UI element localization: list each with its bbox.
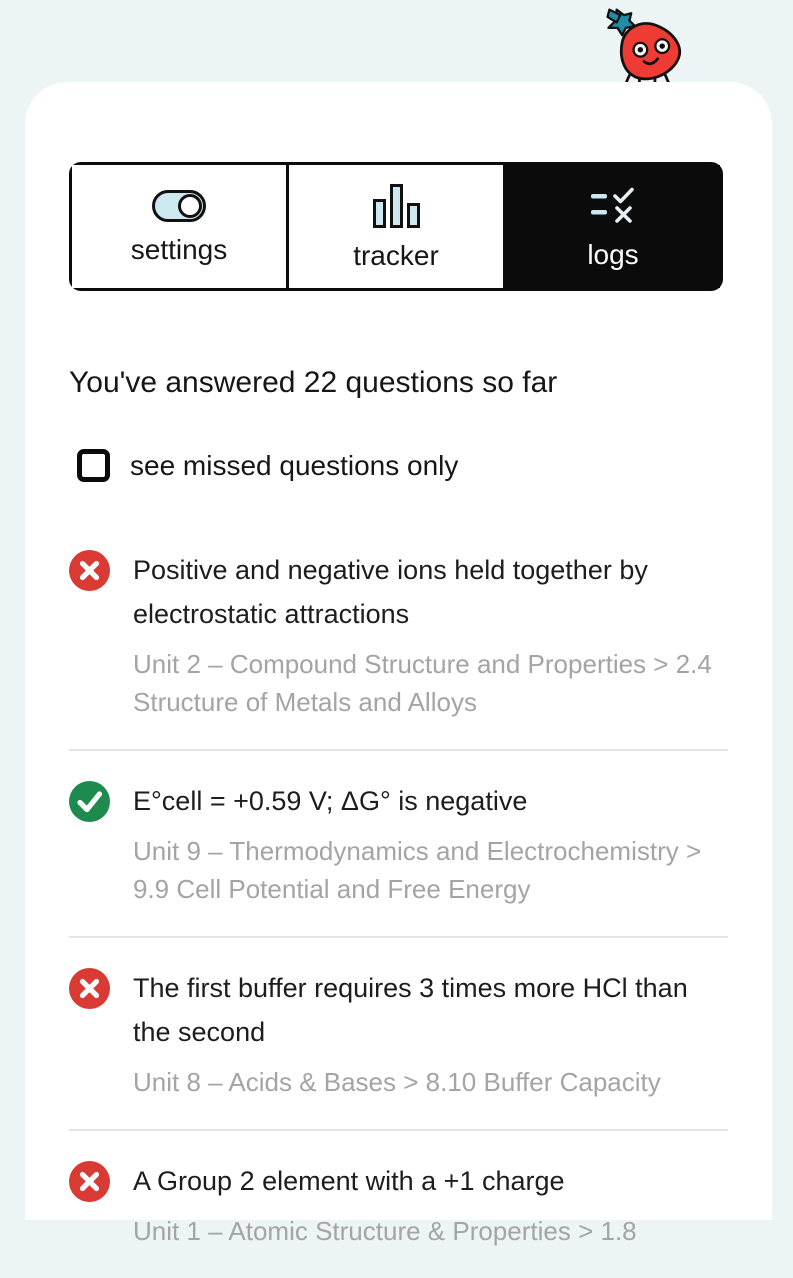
question-text [133, 548, 728, 721]
question-title: The first buffer requires 3 times more HCl than the second [133, 973, 688, 1047]
missed-only-checkbox[interactable] [77, 449, 110, 482]
incorrect-icon [69, 1161, 110, 1202]
question-title: E°cell = +0.59 V; ΔG° is negative [133, 786, 528, 816]
correct-icon [69, 781, 110, 822]
answered-count-heading: You've answered 22 questions so far [69, 366, 558, 399]
question-row[interactable] [69, 542, 728, 749]
question-breadcrumb: Unit 2 – Compound Structure and Properties > 2.4 Structure of Metals and Alloys [133, 649, 712, 717]
question-log-list [69, 542, 728, 1278]
tab-tracker[interactable] [286, 165, 503, 288]
toggle-knob [178, 194, 202, 218]
main-card [25, 82, 772, 1246]
question-breadcrumb: Unit 1 – Atomic Structure & Properties > 1.8 [133, 1216, 637, 1246]
question-title: Positive and negative ions held together by electrostatic attractions [133, 555, 648, 629]
toggle-icon [152, 190, 206, 222]
tab-settings-label: settings [130, 233, 228, 265]
tab-settings[interactable] [72, 165, 286, 288]
missed-only-label[interactable]: see missed questions only [130, 449, 459, 481]
question-text [133, 779, 728, 908]
tab-logs[interactable] [503, 165, 720, 288]
tab-logs-label: logs [587, 238, 639, 270]
tab-bar [69, 162, 723, 291]
question-text [133, 966, 728, 1101]
bar-chart-icon [373, 184, 420, 228]
question-text [133, 1159, 728, 1250]
question-row[interactable] [69, 749, 728, 936]
question-breadcrumb: Unit 9 – Thermodynamics and Electrochemistry > 9.9 Cell Potential and Free Energy [133, 836, 702, 904]
question-row[interactable] [69, 936, 728, 1129]
tab-tracker-label: tracker [353, 239, 439, 271]
mascot-body [621, 23, 679, 78]
incorrect-icon [69, 968, 110, 1009]
missed-filter-row [69, 449, 728, 482]
incorrect-icon [69, 550, 110, 591]
checklist-icon [590, 185, 636, 227]
chili-mascot [597, 6, 691, 88]
question-row[interactable] [69, 1129, 728, 1278]
question-title: A Group 2 element with a +1 charge [133, 1166, 565, 1196]
question-breadcrumb: Unit 8 – Acids & Bases > 8.10 Buffer Capacity [133, 1067, 661, 1097]
